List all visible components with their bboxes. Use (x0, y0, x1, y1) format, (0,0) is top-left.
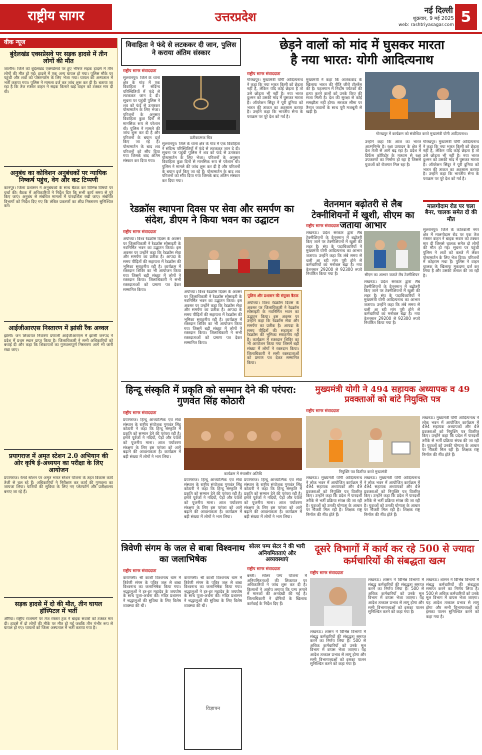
advertisement (184, 668, 242, 750)
teachers-photo (306, 416, 420, 468)
redcross-inset (244, 290, 302, 377)
redcross-body-col1: अयोध्या। विश्व रेडक्रॉस दिवस के अवसर पर जिलाधिकारी ने रेडक्रॉस सोसाइटी के नवनिर्मित भवन का उद्घाटन किया। इस अवसर पर उन्होंने कहा कि रेडक्रॉस सेवा और समर्पण का प्रतीक है। आपदा के समय पीड़ितों की सहायता में रेडक्रॉस की भूमिका सराहनीय रही है। कार्यक्रम में रक्तदान शिविर का भी आयोजन किया गया जिसमें बड़ी संख्या में लोगों ने रक्तदान किया। जिलाधिकारी ने सभी रक्तदाताओं को प्रमाण पत्र देकर सम्मानित किया। (123, 237, 181, 292)
culture-body-col2: प्रयागराज। हिन्दू आध्यात्मिक एवं सेवा संस्थान के राष्ट्रीय संयोजक गुणवंत सिंह कोठारी ने कहा कि हिन्दू संस्कृति में प्रकृति को सम्मान देने की परंपरा रही है। हमारे पूर्वजों ने नदियों, पेड़ों और पर्वतों को पूजनीय माना। आज पर्यावरण संरक्षण के लिए इस परंपरा को आगे बढ़ाने की आवश्यकता है। कार्यक्रम में बड़ी संख्या में लोगों ने भाग लिया। (184, 478, 242, 519)
staff-body-col2: लखनऊ। शासन ने विभिन्न विभागों में संबद्ध कर्मचारियों की संबद्धता समाप्त करने का निर्णय लिया है। 500 से अधिक कर्मचारियों को उनके मूल विभाग में वापस भेजा जाएगा। यह आदेश तत्काल प्रभाव से लागू होगा और सभी विभागाध्यक्षों को इसका पालन सुनिश्चित करने को कहा गया है। (368, 578, 424, 615)
suicide-body-col1: सुल्तानपुर। जिले के थाना क्षेत्र के गांव में एक विवाहिता ने संदिग्ध परिस्थितियों में फंदे से लटककर जान दे दी। सूचना पर पहुंची पुलिस ने शव को फंदे से उतारकर पोस्टमार्टम के लिए भेजा। परिजनों के अनुसार विवाहिता कुछ दिनों से मानसिक रूप से परेशान थी। पुलिस ने मामले की जांच शुरू कर दी है और परिजनों के बयान दर्ज किए जा रहे हैं। पोस्टमार्टम के बाद शव परिजनों को सौंप दिया गया जिसके बाद अंतिम संस्कार कर दिया गया। (123, 76, 160, 163)
lead-byline: राष्ट्रीय सागर संवाददाता (247, 71, 281, 76)
salary-caption: सीएम का आभार जताते लैब टेक्नीशियन (364, 272, 420, 277)
lead-caption: गोरखपुर में कार्यक्रम को संबोधित करते मुख्यमंत्री योगी आदित्यनाथ। (376, 131, 468, 136)
triveni-body-col1: वाराणसी। श्री काशी विश्वनाथ धाम में त्रिवेणी संगम के पवित्र जल से बाबा विश्वनाथ का जलाभिषेक किया गया। श्रद्धालुओं ने हर-हर महादेव के जयघोष के साथ पूजा-अर्चना की। मंदिर प्रशासन ने श्रद्धालुओं की सुविधा के लिए विशेष व्यवस्था की थी। (123, 576, 181, 608)
date-label: शुक्रवार, 9 मई 2025 (412, 16, 454, 22)
redcross-inset-caption: पुलिस और प्रशासन की संयुक्त बैठक (247, 293, 299, 298)
teachers-caption: नियुक्ति पत्र वितरित करते मुख्यमंत्री (338, 469, 388, 474)
culture-headline: हिन्दू संस्कृति में प्रकृति को सम्मान देने की परंपरा: गुणवंत सिंह कोठारी (125, 385, 297, 407)
triveni-byline: राष्ट्रीय सागर संवाददाता (123, 568, 157, 573)
right-brief-headline: मालगोदाम रोड पर चला बैनर, चालक समेत दो की मौत (425, 204, 477, 223)
right-brief-rule (423, 200, 479, 202)
culture-caption: कार्यक्रम में मंचासीन अतिथि (224, 471, 262, 476)
ad-label: विज्ञापन (205, 706, 221, 712)
suicide-headline-box (121, 38, 241, 66)
lead-photo (365, 72, 479, 130)
suicide-byline: राष्ट्रीय सागर संवाददाता (123, 68, 157, 73)
staff-headline: दूसरे विभागों में कार्य कर रहे 500 से ज्यादा कर्मचारियों की संबद्धता खत्म (314, 544, 475, 567)
lead-body-col3: उन्होंने कहा कि आज का भारत आत्मनिर्भर है। रक्षा उत्पादन के क्षेत्र में देश तेजी से आगे बढ़ रहा है। प्रदेश में डिफेंस कॉरिडोर के माध्यम से रक्षा उपकरणों का निर्माण हो रहा है जिससे युवाओं को रोजगार मिल रहा है। (365, 140, 421, 167)
city-label: नई दिल्ली (424, 6, 453, 15)
culture-body-col3: प्रयागराज। हिन्दू आध्यात्मिक एवं सेवा संस्थान के राष्ट्रीय संयोजक गुणवंत सिंह कोठारी ने कहा कि हिन्दू संस्कृति में प्रकृति को सम्मान देने की परंपरा रही है। हमारे पूर्वजों ने नदियों, पेड़ों और पर्वतों को पूजनीय माना। आज पर्यावरण संरक्षण के लिए इस परंपरा को आगे बढ़ाने की आवश्यकता है। कार्यक्रम में बड़ी संख्या में लोगों ने भाग लिया। (244, 478, 302, 519)
section-label: वीक न्यूज (0, 38, 117, 48)
staff-body-col1: लखनऊ। शासन ने विभिन्न विभागों में संबद्ध कर्मचारियों की संबद्धता समाप्त करने का निर्णय लिया है। 500 से अधिक कर्मचारियों को उनके मूल विभाग में वापस भेजा जाएगा। यह आदेश तत्काल प्रभाव से लागू होगा और सभी विभागाध्यक्षों को इसका पालन सुनिश्चित करने को कहा गया है। (310, 630, 366, 667)
teachers-byline: राष्ट्रीय सागर संवाददाता (306, 408, 340, 413)
culture-body-col1: प्रयागराज। हिन्दू आध्यात्मिक एवं सेवा संस्थान के राष्ट्रीय संयोजक गुणवंत सिंह कोठारी ने कहा कि हिन्दू संस्कृति में प्रकृति को सम्मान देने की परंपरा रही है। हमारे पूर्वजों ने नदियों, पेड़ों और पर्वतों को पूजनीय माना। आज पर्यावरण संरक्षण के लिए इस परंपरा को आगे बढ़ाने की आवश्यकता है। कार्यक्रम में बड़ी संख्या में लोगों ने भाग लिया। (123, 418, 181, 459)
lead-headline-line2: है नया भारत: योगी आदित्यनाथ (290, 52, 434, 67)
left-column (0, 38, 118, 750)
brand-title: राष्ट्रीय सागर (0, 4, 112, 30)
staff-byline: राष्ट्रीय सागर संवाददाता (310, 570, 344, 575)
suicide-photo (162, 76, 240, 134)
left-story-4-body: प्रयागराज। रेलवे स्टेशन पर अमृत भारत स्टेशन योजना के तहत विकास कार्य तेजी से चल रहे हैं। अधिकारियों ने निरीक्षण कर कार्य की गुणवत्ता का जायजा लिया। यात्रियों की सुविधा के लिए नए प्लेटफॉर्म और प्रतीक्षालय बनाए जा रहे हैं। (4, 476, 113, 494)
teachers-headline: मुख्यमंत्री योगी ने 494 सहायक अध्यापक व 49 प्रवक्ताओं को बांटे नियुक्ति पत्र (315, 385, 470, 405)
teachers-body-col2: लखनऊ। मुख्यमंत्री योगी आदित्यनाथ ने लोक भवन में आयोजित कार्यक्रम में 494 सहायक अध्यापकों और 49 प्रवक्ताओं को नियुक्ति पत्र वितरित किए। उन्होंने कहा कि प्रदेश में पारदर्शी तरीके से भर्ती प्रक्रिया संपन्न की जा रही है। युवाओं को उनकी योग्यता के आधार पर नौकरी मिल रही है। शिक्षक राष्ट्र निर्माण की नींव होते हैं। (306, 476, 362, 517)
redcross-photo (184, 237, 302, 287)
staff-body-col3: लखनऊ। शासन ने विभिन्न विभागों में संबद्ध कर्मचारियों की संबद्धता समाप्त करने का निर्णय लिया है। 500 से अधिक कर्मचारियों को उनके मूल विभाग में वापस भेजा जाएगा। यह आदेश तत्काल प्रभाव से लागू होगा और सभी विभागाध्यक्षों को इसका पालन सुनिश्चित करने को कहा गया है। (426, 578, 479, 619)
teachers-body-col3: लखनऊ। मुख्यमंत्री योगी आदित्यनाथ ने लोक भवन में आयोजित कार्यक्रम में 494 सहायक अध्यापकों और 49 प्रवक्ताओं को नियुक्ति पत्र वितरित किए। उन्होंने कहा कि प्रदेश में पारदर्शी तरीके से भर्ती प्रक्रिया संपन्न की जा रही है। युवाओं को उनकी योग्यता के आधार पर नौकरी मिल रही है। शिक्षक राष्ट्र निर्माण की नींव होते हैं। (364, 476, 420, 517)
solar-headline: सोलर पम्प सेटर ने की भारी अनियमितताएं और अव्यवस्थाएं (248, 544, 306, 564)
left-story-5-body: औरैया। राष्ट्रीय राजमार्ग पर तेज रफ्तार ट्रक ने बाइक सवारों को टक्कर मार दी। हादसे में दो लोगों की मौके पर मौत हो गई जबकि तीन गंभीर रूप से घायल हो गए। घायलों को जिला अस्पताल में भर्ती कराया गया है। (4, 617, 113, 631)
redcross-headline: रेडक्रॉस स्थापना दिवस पर सेवा और समर्पण का संदेश, डीएम ने किया भवन का उद्घाटन (130, 204, 294, 226)
salary-headline: वेतनमान बढ़ोतरी से लैब टेक्नीशियनों में खुशी, सीएम का जताया आभार (311, 200, 415, 231)
lead-body-col4: गोरखपुर। मुख्यमंत्री योगी आदित्यनाथ ने कहा कि नया भारत किसी को छेड़ता नहीं है, लेकिन यदि कोई छेड़ता है तो उसे छोड़ता भी नहीं है। नया भारत दुश्मन को उसकी मांद में घुसकर मारता है। ऑपरेशन सिंदूर ने पूरी दुनिया को भारत की ताकत का अहसास कराया है। उन्होंने कहा कि भारतीय सेना के पराक्रम पर पूरे देश को गर्व है। (423, 140, 479, 181)
culture-byline: राष्ट्रीय सागर संवाददाता (123, 410, 157, 415)
left-story-3-body: झांसी। जन शिकायत निवारण प्रणाली आईजीआरएस में झांसी जनपद ने प्रदेश में प्रथम स्थान प्राप्त किया है। जिलाधिकारी ने सभी अधिकारियों को बधाई दी और कहा कि शिकायतों का गुणवत्तापूर्ण निस्तारण आगे भी जारी रखा जाए। (4, 334, 113, 352)
redcross-inset-body: अयोध्या। विश्व रेडक्रॉस दिवस के अवसर पर जिलाधिकारी ने रेडक्रॉस सोसाइटी के नवनिर्मित भवन का उद्घाटन किया। इस अवसर पर उन्होंने कहा कि रेडक्रॉस सेवा और समर्पण का प्रतीक है। आपदा के समय पीड़ितों की सहायता में रेडक्रॉस की भूमिका सराहनीय रही है। कार्यक्रम में रक्तदान शिविर का भी आयोजन किया गया जिसमें बड़ी संख्या में लोगों ने रक्तदान किया। जिलाधिकारी ने सभी रक्तदाताओं को प्रमाण पत्र देकर सम्मानित किया। (247, 301, 299, 365)
suicide-caption: प्रतीकात्मक चित्र (189, 135, 213, 140)
redcross-byline: राष्ट्रीय सागर संवाददाता (123, 229, 157, 234)
salary-body-col1: लखनऊ। प्रदेश सरकार द्वारा लैब टेक्नीशियनों के वेतनमान में बढ़ोतरी किए जाने पर टेक्नीशियनों में खुशी की लहर है। संघ के पदाधिकारियों ने मुख्यमंत्री योगी आदित्यनाथ का आभार जताया। उन्होंने कहा कि लंबे समय से चली आ रही मांग पूरी होने से कर्मचारियों का मनोबल बढ़ा है। नया वेतनमान 29200 से 92300 रुपये निर्धारित किया गया है। (306, 231, 362, 277)
staff-photo (310, 578, 366, 626)
left-story-1-body: जालौन। जिले को बुंदेलखंड एक्सप्रेसवे पर हुए भीषण सड़क हादसे में तीन लोगों की मौत हो गई। हादसे में एक अन्य घायल हो गया। पुलिस मौके पर पहुंची और शवों को पोस्टमार्टम के लिए भेजा गया। घायल को अस्पताल में भर्ती कराया गया। पुलिस ने मामला दर्ज कर जांच शुरू कर दी है। बताया जा रहा है कि तेज रफ्तार वाहन ने सड़क किनारे खड़े वाहन को टक्कर मार दी थी। (4, 67, 113, 94)
lead-body-col1: गोरखपुर। मुख्यमंत्री योगी आदित्यनाथ ने कहा कि नया भारत किसी को छेड़ता नहीं है, लेकिन यदि कोई छेड़ता है तो उसे छोड़ता भी नहीं है। नया भारत दुश्मन को उसकी मांद में घुसकर मारता है। ऑपरेशन सिंदूर ने पूरी दुनिया को भारत की ताकत का अहसास कराया है। उन्होंने कहा कि भारतीय सेना के पराक्रम पर पूरे देश को गर्व है। (247, 78, 303, 119)
lead-body-col2: मुख्यमंत्री ने कहा कि आतंकवाद के खिलाफ भारत की नीति जीरो टॉलरेंस की है। पहलगाम में निर्दोष पर्यटकों की हत्या करने वालों को उनके किए की सजा मिली है। देश की सुरक्षा से कोई समझौता नहीं होगा। सरकार सीमा पर तैनात जवानों के साथ पूरी मजबूती से खड़ी है। (306, 78, 362, 115)
triveni-headline: त्रिवेणी संगम के जल से बाबा विश्वनाथ का जलाभिषेक (121, 544, 245, 565)
salary-byline: राष्ट्रीय सागर संवाददाता (306, 223, 340, 228)
website-label: web: rashtriyasagar.com (398, 23, 454, 28)
left-story-2-headline: अनुबंध का कोविशन अनुबंधकों पर न्यायिक निष्कर्ष पहुंच, वेग और कट टिप्पणी (10, 170, 107, 184)
solar-byline: राष्ट्रीय सागर संवाददाता (247, 566, 281, 571)
suicide-body-col2: सुल्तानपुर। जिले के थाना क्षेत्र के गांव में एक विवाहिता ने संदिग्ध परिस्थितियों में फंदे से लटककर जान दे दी। सूचना पर पहुंची पुलिस ने शव को फंदे से उतारकर पोस्टमार्टम के लिए भेजा। परिजनों के अनुसार विवाहिता कुछ दिनों से मानसिक रूप से परेशान थी। पुलिस ने मामले की जांच शुरू कर दी है और परिजनों के बयान दर्ज किए जा रहे हैं। पोस्टमार्टम के बाद शव परिजनों को सौंप दिया गया जिसके बाद अंतिम संस्कार कर दिया गया। (162, 142, 240, 183)
culture-photo (184, 418, 302, 470)
section-state: उत्तरप्रदेश (215, 10, 257, 24)
right-brief-body: सुल्तानपुर। जिले के कोतवाली नगर क्षेत्र में मालगोदाम रोड पर एक तेज रफ्तार वाहन ने बाइक सवार को टक्कर मार दी जिससे चालक समेत दो लोगों की मौत हो गई। सूचना पर पहुंची पुलिस ने शवों को कब्जे में लेकर पोस्टमार्टम के लिए भेज दिया। परिजनों में कोहराम मचा है। पुलिस ने वाहन चालक के खिलाफ मुकदमा दर्ज कर लिया है और उसकी तलाश की जा रही है। (423, 228, 479, 278)
left-story-1-headline: बुंदेलखंड एक्सप्रेसवे पर सड़क हादसे में तीन लोगों की मौत (9, 51, 108, 65)
solar-body: बस्ती। सोलर पम्प योजना में अनियमितताओं की शिकायत पर अधिकारियों ने जांच शुरू कर दी है। किसानों ने आरोप लगाया कि पम्प लगाने में मानकों की अनदेखी की गई है। जिलाधिकारी ने दोषियों के खिलाफ कार्रवाई के निर्देश दिए हैं। (247, 574, 307, 606)
triveni-body-col2: वाराणसी। श्री काशी विश्वनाथ धाम में त्रिवेणी संगम के पवित्र जल से बाबा विश्वनाथ का जलाभिषेक किया गया। श्रद्धालुओं ने हर-हर महादेव के जयघोष के साथ पूजा-अर्चना की। मंदिर प्रशासन ने श्रद्धालुओं की सुविधा के लिए विशेष व्यवस्था की थी। (184, 576, 242, 608)
left-story-2-body: कानपुर। जिला प्रशासन ने अनुबंधकों के साथ बैठक कर विभिन्न विषयों पर चर्चा की। बैठक में अधिकारियों ने निर्देश दिए कि सभी कार्य समय से पूरे किए जाएं। अनुबंध से संबंधित मामलों में पारदर्शिता रखी जाए। संबंधित विभागों को निर्देश दिए गए कि लंबित प्रकरणों का शीघ्र निस्तारण सुनिश्चित करें। (4, 186, 113, 209)
page-number: 5 (455, 4, 477, 30)
salary-body-col2: लखनऊ। प्रदेश सरकार द्वारा लैब टेक्नीशियनों के वेतनमान में बढ़ोतरी किए जाने पर टेक्नीशियनों में खुशी की लहर है। संघ के पदाधिकारियों ने मुख्यमंत्री योगी आदित्यनाथ का आभार जताया। उन्होंने कहा कि लंबे समय से चली आ रही मांग पूरी होने से कर्मचारियों का मनोबल बढ़ा है। नया वेतनमान 29200 से 92300 रुपये निर्धारित किया गया है। (364, 280, 420, 326)
left-story-5-headline: सड़क हादसे में दो की मौत, तीन घायल हॉस्पिटल में भर्ती (14, 601, 103, 615)
left-story-3-headline: आईजीआरएस निस्तारण में झांसी रैंक अव्वल (8, 325, 109, 332)
salary-photo (364, 231, 420, 271)
suicide-headline: विवाहिता ने फंदे से लटककर दी जान, पुलिस ने कराया अंतिम संस्कार (125, 41, 237, 57)
teachers-body-col1: लखनऊ। मुख्यमंत्री योगी आदित्यनाथ ने लोक भवन में आयोजित कार्यक्रम में 494 सहायक अध्यापकों और 49 प्रवक्ताओं को नियुक्ति पत्र वितरित किए। उन्होंने कहा कि प्रदेश में पारदर्शी तरीके से भर्ती प्रक्रिया संपन्न की जा रही है। युवाओं को उनकी योग्यता के आधार पर नौकरी मिल रही है। शिक्षक राष्ट्र निर्माण की नींव होते हैं। (422, 416, 479, 457)
lead-headline-line1: छेड़ने वालों को मांद में घुसकर मारता (279, 37, 445, 52)
redcross-body-col2: अयोध्या। विश्व रेडक्रॉस दिवस के अवसर पर जिलाधिकारी ने रेडक्रॉस सोसाइटी के नवनिर्मित भवन का उद्घाटन किया। इस अवसर पर उन्होंने कहा कि रेडक्रॉस सेवा और समर्पण का प्रतीक है। आपदा के समय पीड़ितों की सहायता में रेडक्रॉस की भूमिका सराहनीय रही है। कार्यक्रम में रक्तदान शिविर का भी आयोजन किया गया जिसमें बड़ी संख्या में लोगों ने रक्तदान किया। जिलाधिकारी ने सभी रक्तदाताओं को प्रमाण पत्र देकर सम्मानित किया। (184, 290, 242, 345)
left-story-4-headline: प्रयागराज में अमृत स्टेशन 2.0 अभियान की ओर कृषि ई-अध्ययन का परीक्षा के लिए आयोजन (8, 453, 109, 474)
